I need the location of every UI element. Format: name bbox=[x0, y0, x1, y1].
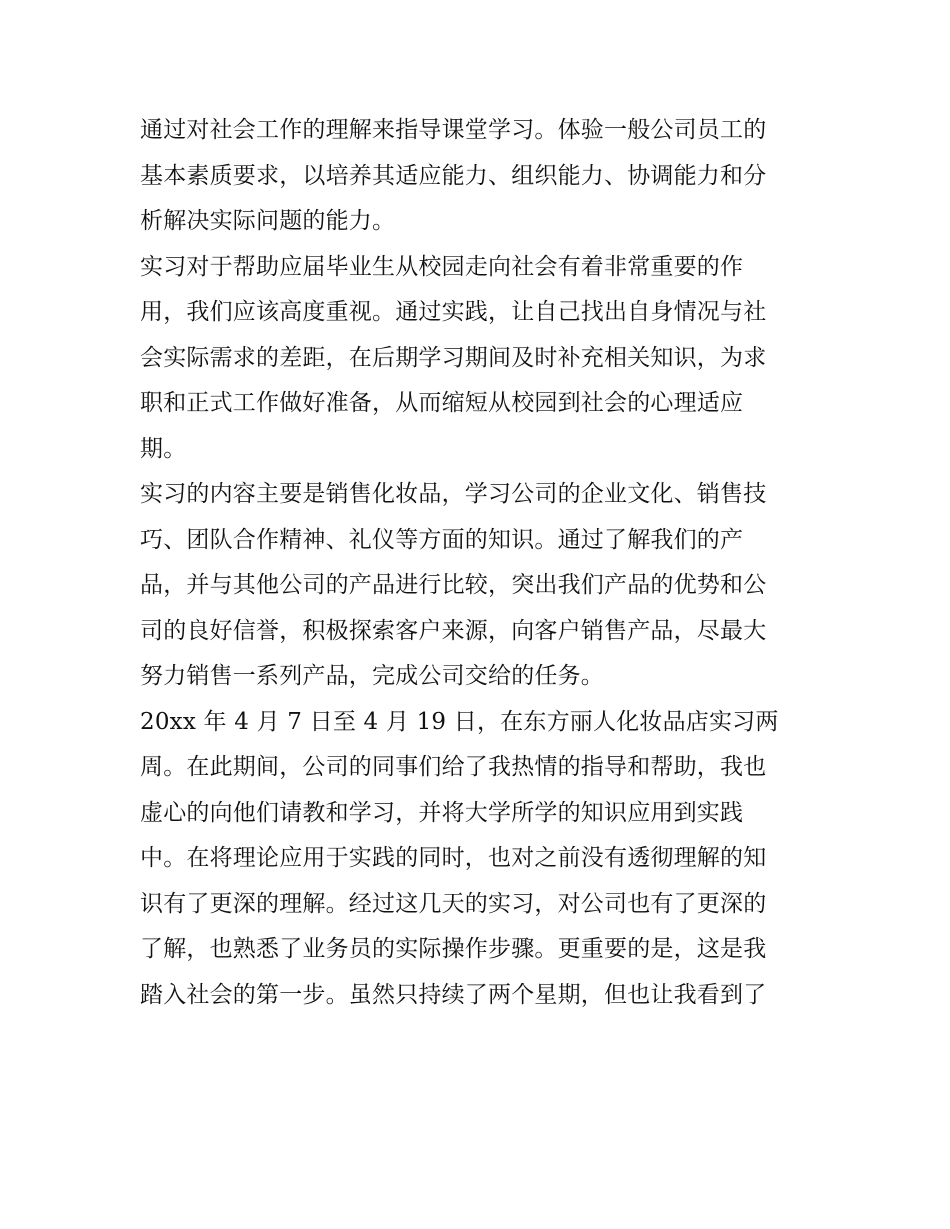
text-line: 通过对社会工作的理解来指导课堂学习。体验一般公司员工的 bbox=[140, 117, 767, 143]
text-line: 司的良好信誉，积极探索客户来源，向客户销售产品，尽最大 bbox=[140, 617, 767, 644]
text-line: 中。在将理论应用于实践的同时，也对之前没有透彻理解的知 bbox=[140, 845, 767, 871]
text-line: 了解，也熟悉了业务员的实际操作步骤。更重要的是，这是我 bbox=[140, 936, 767, 962]
text-line: 周。在此期间，公司的同事们给了我热情的指导和帮助，我也 bbox=[140, 754, 767, 780]
text-line: 巧、团队合作精神、礼仪等方面的知识。通过了解我们的产 bbox=[140, 526, 744, 553]
text-line: 基本素质要求，以培养其适应能力、组织能力、协调能力和分 bbox=[140, 162, 767, 189]
text-line: 实习对于帮助应届毕业生从校园走向社会有着非常重要的作 bbox=[140, 253, 744, 280]
text-line: 职和正式工作做好准备，从而缩短从校园到社会的心理适应 bbox=[140, 390, 744, 416]
text-line: 20xx 年 4 月 7 日至 4 月 19 日，在东方丽人化妆品店实习两 bbox=[140, 708, 779, 735]
text-line: 实习的内容主要是销售化妆品，学习公司的企业文化、销售技 bbox=[140, 481, 767, 507]
text-line: 识有了更深的理解。经过这几天的实习，对公司也有了更深的 bbox=[140, 890, 767, 917]
text-line: 会实际需求的差距，在后期学习期间及时补充相关知识，为求 bbox=[140, 344, 767, 371]
text-line: 踏入社会的第一步。虽然只持续了两个星期，但也让我看到了 bbox=[140, 981, 767, 1008]
text-line: 析解决实际问题的能力。 bbox=[140, 208, 396, 234]
document-body bbox=[140, 108, 812, 1018]
text-line: 期。 bbox=[140, 435, 187, 462]
text-line: 努力销售一系列产品，完成公司交给的任务。 bbox=[140, 663, 604, 689]
text-line: 品，并与其他公司的产品进行比较，突出我们产品的优势和公 bbox=[140, 572, 767, 598]
text-line: 用，我们应该高度重视。通过实践，让自己找出自身情况与社 bbox=[140, 299, 767, 325]
text-line: 虚心的向他们请教和学习，并将大学所学的知识应用到实践 bbox=[140, 799, 744, 826]
